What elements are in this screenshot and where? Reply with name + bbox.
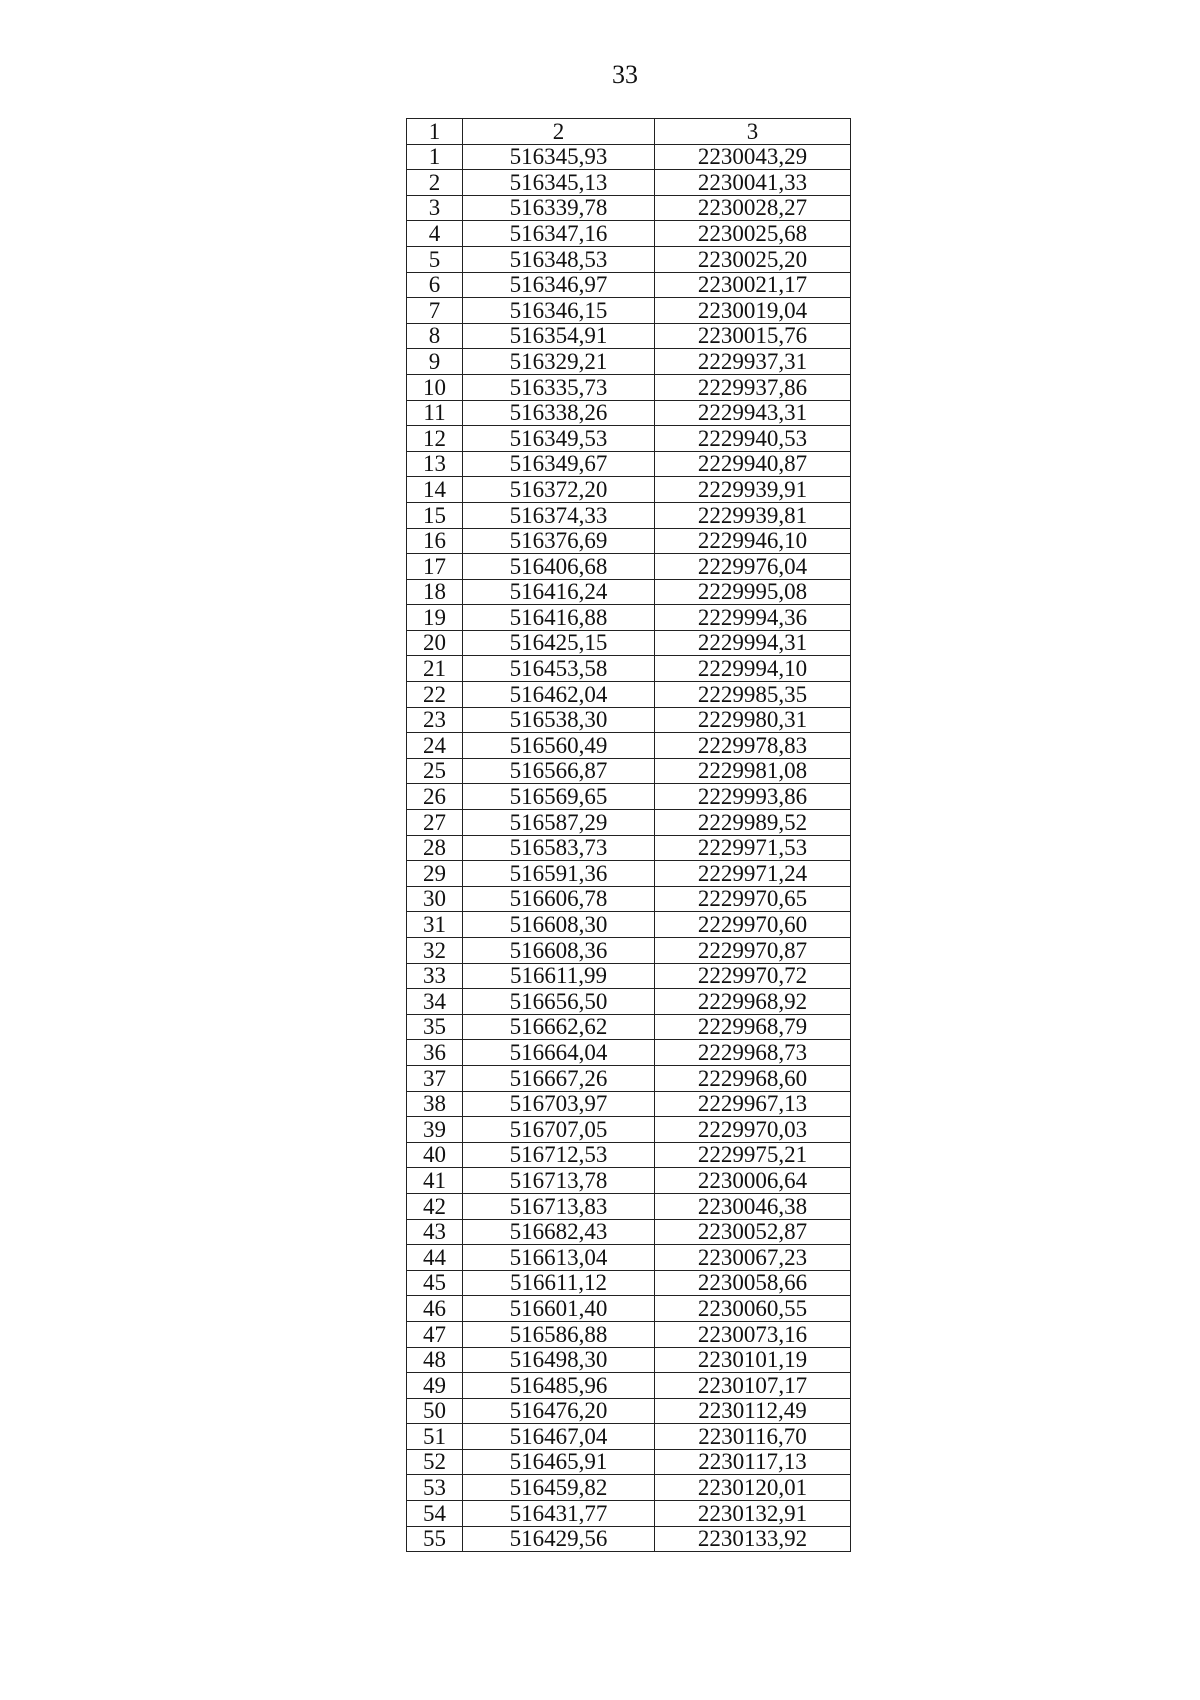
point-number-cell: 5 — [407, 246, 463, 272]
y-coordinate-cell: 2229943,31 — [655, 400, 851, 426]
y-coordinate-cell: 2229994,10 — [655, 656, 851, 682]
y-coordinate-cell: 2229970,72 — [655, 963, 851, 989]
point-number-cell: 19 — [407, 605, 463, 631]
y-coordinate-cell: 2229937,31 — [655, 349, 851, 375]
table-row — [407, 374, 851, 400]
x-coordinate-cell: 516462,04 — [463, 682, 655, 708]
y-coordinate-cell: 2229971,24 — [655, 861, 851, 887]
x-coordinate-cell: 516667,26 — [463, 1065, 655, 1091]
point-number-cell: 23 — [407, 707, 463, 733]
table-row — [407, 1296, 851, 1322]
x-coordinate-cell: 516476,20 — [463, 1398, 655, 1424]
table-row — [407, 170, 851, 196]
point-number-cell: 43 — [407, 1219, 463, 1245]
x-coordinate-cell: 516354,91 — [463, 323, 655, 349]
y-coordinate-cell: 2229980,31 — [655, 707, 851, 733]
point-number-cell: 36 — [407, 1040, 463, 1066]
table-row — [407, 656, 851, 682]
table-row — [407, 579, 851, 605]
point-number-cell: 44 — [407, 1245, 463, 1271]
table-row — [407, 1526, 851, 1552]
point-number-cell: 34 — [407, 989, 463, 1015]
point-number-cell: 4 — [407, 221, 463, 247]
point-number-cell: 9 — [407, 349, 463, 375]
table-row — [407, 784, 851, 810]
table-row — [407, 1449, 851, 1475]
x-coordinate-cell: 516374,33 — [463, 502, 655, 528]
x-coordinate-cell: 516347,16 — [463, 221, 655, 247]
point-number-cell: 17 — [407, 554, 463, 580]
x-coordinate-cell: 516712,53 — [463, 1142, 655, 1168]
x-coordinate-cell: 516346,15 — [463, 298, 655, 324]
point-number-cell: 15 — [407, 502, 463, 528]
point-number-cell: 32 — [407, 938, 463, 964]
table-row — [407, 298, 851, 324]
table-row — [407, 1501, 851, 1527]
y-coordinate-cell: 2229976,04 — [655, 554, 851, 580]
point-number-cell: 14 — [407, 477, 463, 503]
point-number-cell: 33 — [407, 963, 463, 989]
table-row — [407, 758, 851, 784]
point-number-cell: 2 — [407, 170, 463, 196]
y-coordinate-cell: 2230060,55 — [655, 1296, 851, 1322]
point-number-cell: 47 — [407, 1321, 463, 1347]
point-number-cell: 12 — [407, 426, 463, 452]
y-coordinate-cell: 2229946,10 — [655, 528, 851, 554]
y-coordinate-cell: 2229995,08 — [655, 579, 851, 605]
point-number-cell: 8 — [407, 323, 463, 349]
x-coordinate-cell: 516345,13 — [463, 170, 655, 196]
table-row — [407, 1117, 851, 1143]
y-coordinate-cell: 2230101,19 — [655, 1347, 851, 1373]
table-row — [407, 1040, 851, 1066]
table-row — [407, 221, 851, 247]
table-row — [407, 1193, 851, 1219]
point-number-cell: 6 — [407, 272, 463, 298]
y-coordinate-cell: 2229939,91 — [655, 477, 851, 503]
point-number-cell: 1 — [407, 144, 463, 170]
x-coordinate-cell: 516703,97 — [463, 1091, 655, 1117]
table-row — [407, 963, 851, 989]
point-number-cell: 24 — [407, 733, 463, 759]
point-number-cell: 35 — [407, 1014, 463, 1040]
y-coordinate-cell: 2229968,79 — [655, 1014, 851, 1040]
point-number-cell: 18 — [407, 579, 463, 605]
table-row — [407, 810, 851, 836]
table-row — [407, 528, 851, 554]
x-coordinate-cell: 516611,12 — [463, 1270, 655, 1296]
x-coordinate-cell: 516339,78 — [463, 195, 655, 221]
point-number-cell: 3 — [407, 195, 463, 221]
y-coordinate-cell: 2230015,76 — [655, 323, 851, 349]
y-coordinate-cell: 2229994,36 — [655, 605, 851, 631]
point-number-cell: 31 — [407, 912, 463, 938]
x-coordinate-cell: 516425,15 — [463, 630, 655, 656]
x-coordinate-cell: 516429,56 — [463, 1526, 655, 1552]
y-coordinate-cell: 2230120,01 — [655, 1475, 851, 1501]
point-number-cell: 27 — [407, 810, 463, 836]
x-coordinate-cell: 516348,53 — [463, 246, 655, 272]
x-coordinate-cell: 516376,69 — [463, 528, 655, 554]
y-coordinate-cell: 2230116,70 — [655, 1424, 851, 1450]
y-coordinate-cell: 2229967,13 — [655, 1091, 851, 1117]
x-coordinate-cell: 516662,62 — [463, 1014, 655, 1040]
table-row — [407, 605, 851, 631]
y-coordinate-cell: 2230041,33 — [655, 170, 851, 196]
point-number-cell: 28 — [407, 835, 463, 861]
y-coordinate-cell: 2230006,64 — [655, 1168, 851, 1194]
x-coordinate-cell: 516707,05 — [463, 1117, 655, 1143]
point-number-cell: 22 — [407, 682, 463, 708]
x-coordinate-cell: 516346,97 — [463, 272, 655, 298]
table-row — [407, 861, 851, 887]
y-coordinate-cell: 2230028,27 — [655, 195, 851, 221]
y-coordinate-cell: 2229978,83 — [655, 733, 851, 759]
y-coordinate-cell: 2229968,92 — [655, 989, 851, 1015]
x-coordinate-cell: 516465,91 — [463, 1449, 655, 1475]
y-coordinate-cell: 2229940,87 — [655, 451, 851, 477]
x-coordinate-cell: 516498,30 — [463, 1347, 655, 1373]
y-coordinate-cell: 2230046,38 — [655, 1193, 851, 1219]
x-coordinate-cell: 516560,49 — [463, 733, 655, 759]
table-row — [407, 195, 851, 221]
point-number-cell: 25 — [407, 758, 463, 784]
x-coordinate-cell: 516538,30 — [463, 707, 655, 733]
y-coordinate-cell: 2230025,68 — [655, 221, 851, 247]
x-coordinate-cell: 516459,82 — [463, 1475, 655, 1501]
y-coordinate-cell: 2229971,53 — [655, 835, 851, 861]
y-coordinate-cell: 2229975,21 — [655, 1142, 851, 1168]
y-coordinate-cell: 2229970,65 — [655, 886, 851, 912]
x-coordinate-cell: 516338,26 — [463, 400, 655, 426]
point-number-cell: 50 — [407, 1398, 463, 1424]
x-coordinate-cell: 516349,67 — [463, 451, 655, 477]
y-coordinate-cell: 2230058,66 — [655, 1270, 851, 1296]
x-coordinate-cell: 516586,88 — [463, 1321, 655, 1347]
point-number-cell: 51 — [407, 1424, 463, 1450]
table-row — [407, 349, 851, 375]
table-row — [407, 400, 851, 426]
table-row — [407, 1065, 851, 1091]
table-row — [407, 1475, 851, 1501]
point-number-cell: 26 — [407, 784, 463, 810]
y-coordinate-cell: 2230025,20 — [655, 246, 851, 272]
x-coordinate-cell: 516406,68 — [463, 554, 655, 580]
table-row — [407, 246, 851, 272]
table-row — [407, 502, 851, 528]
table-row — [407, 989, 851, 1015]
y-coordinate-cell: 2230019,04 — [655, 298, 851, 324]
point-number-cell: 37 — [407, 1065, 463, 1091]
table-row — [407, 1091, 851, 1117]
y-coordinate-cell: 2230117,13 — [655, 1449, 851, 1475]
table-row — [407, 1245, 851, 1271]
point-number-cell: 52 — [407, 1449, 463, 1475]
y-coordinate-cell: 2230067,23 — [655, 1245, 851, 1271]
table-row — [407, 886, 851, 912]
x-coordinate-cell: 516613,04 — [463, 1245, 655, 1271]
table-row — [407, 1321, 851, 1347]
y-coordinate-cell: 2229981,08 — [655, 758, 851, 784]
point-number-cell: 38 — [407, 1091, 463, 1117]
point-number-cell: 49 — [407, 1373, 463, 1399]
y-coordinate-cell: 2230112,49 — [655, 1398, 851, 1424]
point-number-cell: 20 — [407, 630, 463, 656]
x-coordinate-cell: 516656,50 — [463, 989, 655, 1015]
table-row — [407, 938, 851, 964]
x-coordinate-cell: 516335,73 — [463, 374, 655, 400]
y-coordinate-cell: 2230133,92 — [655, 1526, 851, 1552]
y-coordinate-cell: 2229989,52 — [655, 810, 851, 836]
x-coordinate-cell: 516611,99 — [463, 963, 655, 989]
y-coordinate-cell: 2230043,29 — [655, 144, 851, 170]
y-coordinate-cell: 2229937,86 — [655, 374, 851, 400]
y-coordinate-cell: 2230073,16 — [655, 1321, 851, 1347]
point-number-cell: 7 — [407, 298, 463, 324]
table-row — [407, 323, 851, 349]
x-coordinate-cell: 516591,36 — [463, 861, 655, 887]
y-coordinate-cell: 2229994,31 — [655, 630, 851, 656]
point-number-cell: 53 — [407, 1475, 463, 1501]
point-number-cell: 40 — [407, 1142, 463, 1168]
y-coordinate-cell: 2229970,60 — [655, 912, 851, 938]
table-header-row — [407, 119, 851, 145]
table-row — [407, 1424, 851, 1450]
header-cell-2: 2 — [463, 119, 655, 145]
x-coordinate-cell: 516431,77 — [463, 1501, 655, 1527]
table-row — [407, 272, 851, 298]
point-number-cell: 46 — [407, 1296, 463, 1322]
x-coordinate-cell: 516569,65 — [463, 784, 655, 810]
table-row — [407, 1142, 851, 1168]
point-number-cell: 54 — [407, 1501, 463, 1527]
x-coordinate-cell: 516349,53 — [463, 426, 655, 452]
table-row — [407, 477, 851, 503]
x-coordinate-cell: 516416,24 — [463, 579, 655, 605]
point-number-cell: 11 — [407, 400, 463, 426]
x-coordinate-cell: 516608,36 — [463, 938, 655, 964]
table-row — [407, 1373, 851, 1399]
table-row — [407, 707, 851, 733]
table-row — [407, 1219, 851, 1245]
table-row — [407, 733, 851, 759]
point-number-cell: 41 — [407, 1168, 463, 1194]
y-coordinate-cell: 2229970,03 — [655, 1117, 851, 1143]
table-row — [407, 1347, 851, 1373]
x-coordinate-cell: 516566,87 — [463, 758, 655, 784]
table-row — [407, 1168, 851, 1194]
point-number-cell: 42 — [407, 1193, 463, 1219]
table-row — [407, 451, 851, 477]
x-coordinate-cell: 516453,58 — [463, 656, 655, 682]
y-coordinate-cell: 2229940,53 — [655, 426, 851, 452]
x-coordinate-cell: 516682,43 — [463, 1219, 655, 1245]
x-coordinate-cell: 516485,96 — [463, 1373, 655, 1399]
table-row — [407, 144, 851, 170]
x-coordinate-cell: 516713,83 — [463, 1193, 655, 1219]
x-coordinate-cell: 516467,04 — [463, 1424, 655, 1450]
table-row — [407, 912, 851, 938]
table-body — [407, 119, 851, 1552]
x-coordinate-cell: 516608,30 — [463, 912, 655, 938]
point-number-cell: 10 — [407, 374, 463, 400]
y-coordinate-cell: 2229968,60 — [655, 1065, 851, 1091]
y-coordinate-cell: 2229993,86 — [655, 784, 851, 810]
point-number-cell: 55 — [407, 1526, 463, 1552]
page-number: 33 — [612, 60, 638, 89]
table-row — [407, 554, 851, 580]
header-cell-1: 1 — [407, 119, 463, 145]
x-coordinate-cell: 516416,88 — [463, 605, 655, 631]
table-row — [407, 1398, 851, 1424]
x-coordinate-cell: 516345,93 — [463, 144, 655, 170]
point-number-cell: 48 — [407, 1347, 463, 1373]
point-number-cell: 13 — [407, 451, 463, 477]
header-cell-3: 3 — [655, 119, 851, 145]
table-row — [407, 1270, 851, 1296]
x-coordinate-cell: 516606,78 — [463, 886, 655, 912]
x-coordinate-cell: 516664,04 — [463, 1040, 655, 1066]
x-coordinate-cell: 516713,78 — [463, 1168, 655, 1194]
x-coordinate-cell: 516587,29 — [463, 810, 655, 836]
point-number-cell: 16 — [407, 528, 463, 554]
table-row — [407, 835, 851, 861]
table-row — [407, 1014, 851, 1040]
point-number-cell: 39 — [407, 1117, 463, 1143]
y-coordinate-cell: 2229985,35 — [655, 682, 851, 708]
y-coordinate-cell: 2230132,91 — [655, 1501, 851, 1527]
y-coordinate-cell: 2229968,73 — [655, 1040, 851, 1066]
point-number-cell: 21 — [407, 656, 463, 682]
point-number-cell: 30 — [407, 886, 463, 912]
x-coordinate-cell: 516372,20 — [463, 477, 655, 503]
y-coordinate-cell: 2230052,87 — [655, 1219, 851, 1245]
y-coordinate-cell: 2230107,17 — [655, 1373, 851, 1399]
y-coordinate-cell: 2230021,17 — [655, 272, 851, 298]
x-coordinate-cell: 516329,21 — [463, 349, 655, 375]
y-coordinate-cell: 2229970,87 — [655, 938, 851, 964]
table-row — [407, 682, 851, 708]
coordinates-table — [406, 118, 851, 1552]
x-coordinate-cell: 516601,40 — [463, 1296, 655, 1322]
y-coordinate-cell: 2229939,81 — [655, 502, 851, 528]
table-row — [407, 426, 851, 452]
point-number-cell: 45 — [407, 1270, 463, 1296]
table-row — [407, 630, 851, 656]
point-number-cell: 29 — [407, 861, 463, 887]
x-coordinate-cell: 516583,73 — [463, 835, 655, 861]
